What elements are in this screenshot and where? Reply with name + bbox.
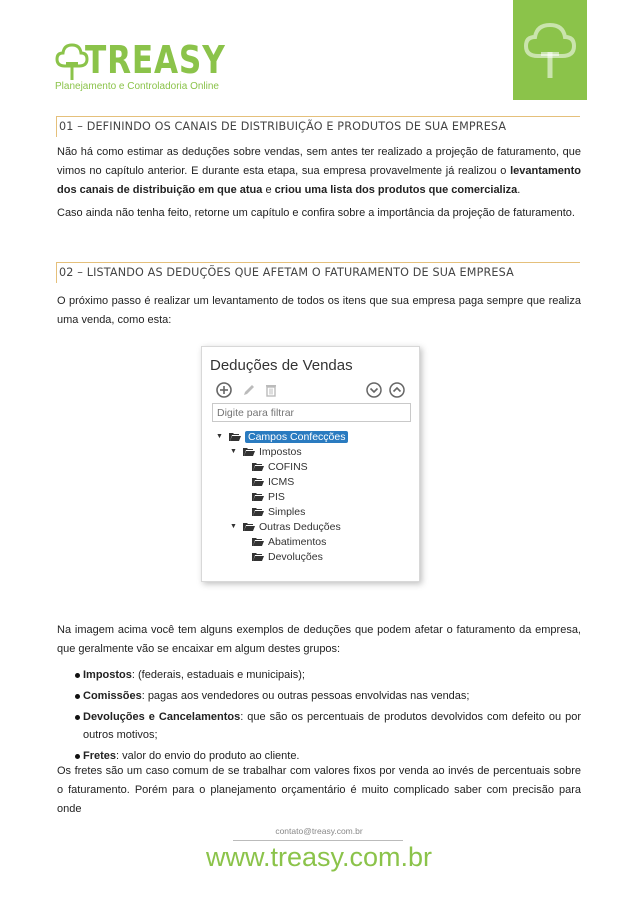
section-heading-1: 01 – DEFININDO OS CANAIS DE DISTRIBUIÇÃO E PRODUTOS DE SUA EMPRESA <box>56 116 580 137</box>
tree-node-group[interactable] <box>230 444 302 459</box>
caret-down-icon[interactable]: ▼ <box>230 448 237 455</box>
tree-label-icms[interactable]: ICMS <box>268 475 295 488</box>
folder-open-icon <box>252 537 264 546</box>
list-item: Fretes: valor do envio do produto ao cliente. <box>57 747 581 765</box>
deductions-widget <box>201 346 420 582</box>
logo-wordmark: TREASY <box>85 38 226 82</box>
folder-open-icon <box>252 462 264 471</box>
tree-node-group[interactable] <box>230 519 341 534</box>
trash-icon[interactable] <box>262 381 280 399</box>
tree-label-impostos[interactable]: Impostos <box>259 445 302 458</box>
tree-label-devolucoes[interactable]: Devoluções <box>268 550 323 563</box>
expand-down-icon[interactable] <box>365 381 383 399</box>
footer-divider <box>233 840 403 841</box>
folder-open-icon <box>243 522 255 531</box>
widget-title: Deduções de Vendas <box>210 357 353 374</box>
deduction-groups-list <box>57 666 581 768</box>
list-item: Devoluções e Cancelamentos: que são os percentuais de produtos devolvidos com defeito ou por outros motivos; <box>57 708 581 744</box>
caret-down-icon[interactable]: ▼ <box>230 523 237 530</box>
folder-open-icon <box>243 447 255 456</box>
section1-paragraph-2: Caso ainda não tenha feito, retorne um capítulo e confira sobre a importância da projeção de faturamento. <box>57 207 575 219</box>
tree-label-outras[interactable]: Outras Deduções <box>259 520 341 533</box>
footer-website[interactable]: www.treasy.com.br <box>205 842 433 872</box>
add-icon[interactable] <box>215 381 233 399</box>
logo-tagline: Planejamento e Controladoria Online <box>55 81 219 92</box>
list-item: Comissões: pagas aos vendedores ou outras pessoas envolvidas nas vendas; <box>57 687 581 705</box>
tree-label-abatimentos[interactable]: Abatimentos <box>268 535 327 548</box>
folder-open-icon <box>252 507 264 516</box>
folder-open-icon <box>252 552 264 561</box>
filter-input[interactable] <box>212 403 411 422</box>
folder-open-icon <box>252 477 264 486</box>
section2-paragraph-3: Os fretes são um caso comum de se trabalhar com valores fixos por venda ao invés de percentuais sobre o faturamento. Porém para o planejamento orçamentário é muito complicado saber com precisão para onde <box>57 765 581 815</box>
tree-node-root[interactable] <box>216 429 348 444</box>
tree-node-leaf[interactable] <box>252 459 308 474</box>
section-heading-2: 02 – LISTANDO AS DEDUÇÕES QUE AFETAM O FATURAMENTO DE SUA EMPRESA <box>56 262 580 283</box>
collapse-up-icon[interactable] <box>388 381 406 399</box>
tree-node-leaf[interactable] <box>252 489 285 504</box>
list-item: Impostos: (federais, estaduais e municipais); <box>57 666 581 684</box>
corner-brand-box <box>513 0 587 100</box>
tree-label-pis[interactable]: PIS <box>268 490 285 503</box>
treasy-logo <box>55 38 226 92</box>
tree-node-leaf[interactable] <box>252 504 305 519</box>
tree-node-leaf[interactable] <box>252 549 323 564</box>
tree-label-simples[interactable]: Simples <box>268 505 306 518</box>
tree-icon <box>55 42 89 82</box>
section2-paragraph-1: O próximo passo é realizar um levantamento de todos os itens que sua empresa paga sempre que realiza uma venda, como esta: <box>57 295 581 326</box>
tree-label-cofins[interactable]: COFINS <box>268 460 308 473</box>
tree-node-leaf[interactable] <box>252 474 294 489</box>
edit-icon[interactable] <box>240 381 258 399</box>
widget-toolbar <box>212 381 412 401</box>
section1-paragraph-1: Não há como estimar as deduções sobre vendas, sem antes ter realizado a projeção de faturamento, que vimos no capítulo anterior. E durante esta etapa, sua empresa provavelmente já realizou o levantamento dos canais de distribuição em que atua e criou uma lista dos produtos que comercializa. <box>57 146 581 196</box>
folder-open-icon <box>252 492 264 501</box>
section2-paragraph-2: Na imagem acima você tem alguns exemplos de deduções que podem afetar o faturamento da empresa, que geralmente vão se encaixar em algum destes grupos: <box>57 624 581 655</box>
caret-down-icon[interactable]: ▼ <box>216 433 223 440</box>
footer-email[interactable]: contato@treasy.com.br <box>275 826 363 836</box>
tree-node-leaf[interactable] <box>252 534 326 549</box>
tree-icon <box>523 22 577 80</box>
folder-open-icon <box>229 432 241 441</box>
tree-label-root[interactable]: Campos Confecções <box>245 431 348 443</box>
